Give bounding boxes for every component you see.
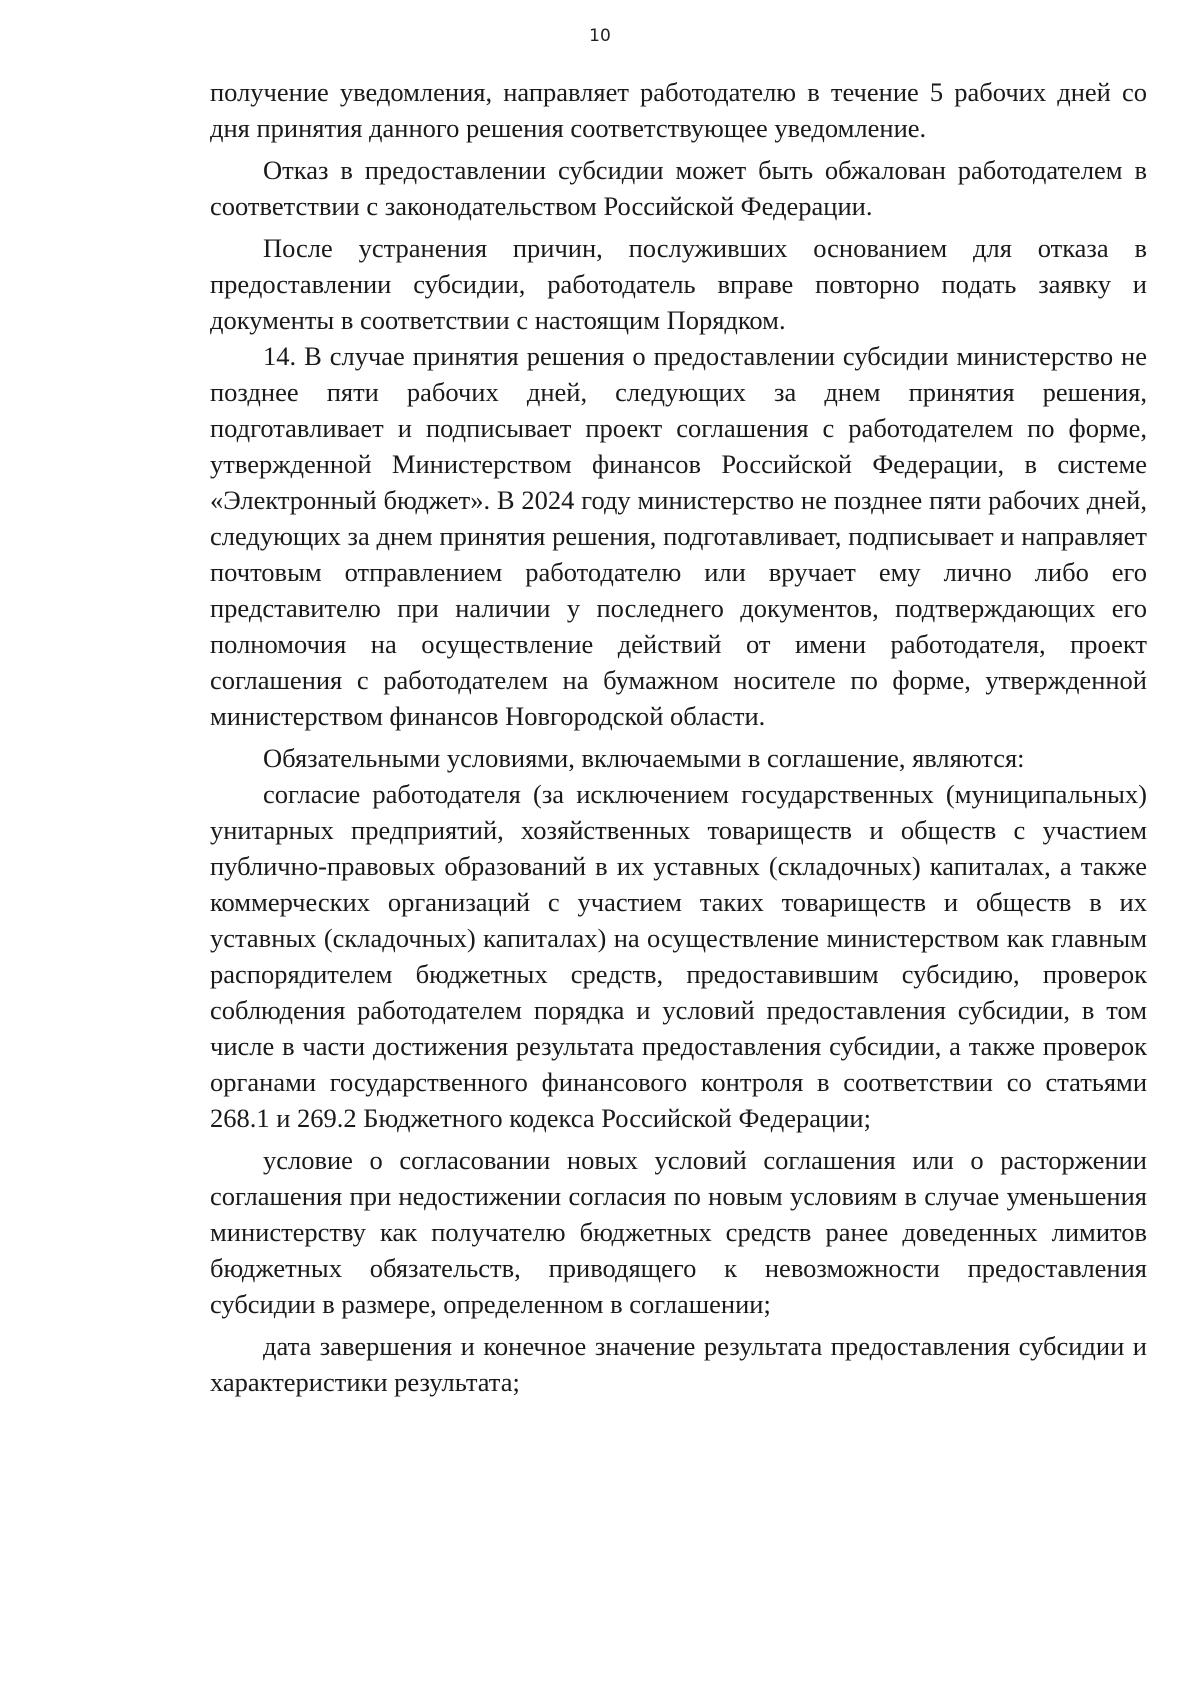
paragraph-new-conditions-agreement: условие о согласовании новых условий соглашения или о расторжении соглашения при недостижении согласия по новым условиям в случае уменьшения министерству как получателю бюджетных средств ранее доведенных лимитов бюджетных обязательств, приводящего к невозможности предоставления субсидии в размере, определенном в соглашении; — [210, 1145, 1147, 1319]
paragraph-item-14: 14. В случае принятия решения о предоставлении субсидии министерство не позднее пяти рабочих дней, следующих за днем принятия решения, подготавливает и подписывает проект соглашения с работодателем по форме, утвержденной Министерством финансов Российской Федерации, в системе «Электронный бюджет». В 2024 году министерство не позднее пяти рабочих дней, следующих за днем принятия решения, подготавливает, подписывает и направляет почтовым отправлением работодателю или вручает ему лично либо его представителю при наличии у последнего документов, подтверждающих его полномочия на осуществление действий от имени работодателя, проект соглашения с работодателем на бумажном носителе по форме, утвержденной министерством финансов Новгородской области. — [210, 341, 1147, 731]
paragraph-employer-consent: согласие работодателя (за исключением государственных (муниципальных) унитарных предприятий, хозяйственных товариществ и обществ с участием публично-правовых образований в их уставных (складочных) капиталах, а также коммерческих организаций с участием таких товариществ и обществ в их уставных (складочных) капиталах) на осуществление министерством как главным распорядителем бюджетных средств, предоставившим субсидию, проверок соблюдения работодателем порядка и условий предоставления субсидии, в том числе в части достижения результата предоставления субсидии, а также проверок органами государственного финансового контроля в соответствии со статьями 268.1 и 269.2 Бюджетного кодекса Российской Федерации; — [210, 779, 1147, 1133]
paragraph-refusal-appeal: Отказ в предоставлении субсидии может быть обжалован работодателем в соответствии с законодательством Российской Федерации. — [210, 155, 1147, 221]
paragraph-completion-date: дата завершения и конечное значение результата предоставления субсидии и характеристики результата; — [210, 1331, 1147, 1397]
paragraph-resubmission: После устранения причин, послуживших основанием для отказа в предоставлении субсидии, работодатель вправе повторно подать заявку и документы в соответствии с настоящим Порядком. — [210, 233, 1147, 335]
paragraph-notification-continuation: получение уведомления, направляет работодателю в течение 5 рабочих дней со дня принятия данного решения соответствующее уведомление. — [210, 77, 1147, 143]
page-number: 10 — [589, 26, 611, 46]
paragraph-mandatory-conditions-intro: Обязательными условиями, включаемыми в соглашение, являются: — [263, 743, 1025, 773]
document-body — [210, 74, 1147, 1400]
